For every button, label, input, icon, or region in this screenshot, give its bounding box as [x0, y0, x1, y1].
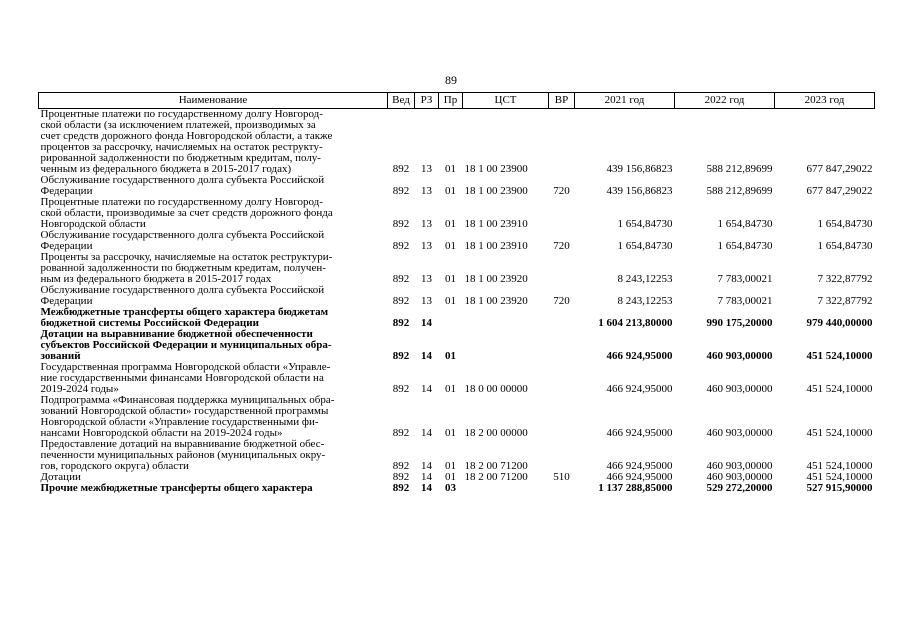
cell-2022: 7 783,00021: [717, 295, 773, 307]
cell-2021: 439 156,86823: [606, 163, 673, 175]
cell-name: Проценты за рассрочку, начисляемые на остаток реструктури- рованной задолженности по бюджетным кредитам, получен- ным из федерального бюджета в 2015-2017 годах: [40, 251, 333, 285]
cell-rz: 13: [421, 185, 432, 197]
cell-ved: 892: [392, 273, 410, 285]
cell-2023: 451 524,10000: [806, 460, 873, 472]
cell-pr: 01: [445, 471, 456, 483]
cell-cst: 18 2 00 71200: [464, 471, 528, 483]
cell-ved: 892: [392, 482, 410, 494]
cell-rz: 14: [421, 427, 432, 439]
cell-2022: 460 903,00000: [706, 471, 773, 483]
cell-vr: [549, 109, 575, 176]
budget-table: [38, 92, 875, 494]
cell-name: Обслуживание государственного долга субъекта Российской Федерации: [40, 229, 325, 252]
cell-ved: 892: [392, 240, 410, 252]
header-2021: 2021 год: [575, 93, 675, 109]
cell-name: Дотации на выравнивание бюджетной обеспеченности субъектов Российской Федерации и муниципальных обра- зований: [40, 328, 332, 362]
cell-2021: 1 654,84730: [617, 218, 673, 230]
cell-pr: 03: [445, 482, 456, 494]
cell-cst: 18 1 00 23910: [464, 218, 528, 230]
table-row: [39, 307, 875, 329]
cell-2022: 1 654,84730: [717, 240, 773, 252]
cell-cst: 18 1 00 23900: [464, 185, 528, 197]
cell-vr: [549, 329, 575, 362]
cell-name: Обслуживание государственного долга субъекта Российской Федерации: [40, 174, 325, 197]
cell-pr: [439, 307, 463, 329]
cell-2023: 451 524,10000: [806, 350, 873, 362]
cell-2023: 7 322,87792: [817, 295, 873, 307]
cell-2023: 677 847,29022: [806, 163, 873, 175]
cell-2021: 466 924,95000: [606, 383, 673, 395]
cell-2023: 979 440,00000: [806, 317, 873, 329]
cell-cst: [463, 483, 549, 494]
cell-2023: 451 524,10000: [806, 427, 873, 439]
cell-rz: 14: [421, 482, 432, 494]
cell-pr: 01: [445, 185, 456, 197]
header-cst: ЦСТ: [463, 93, 549, 109]
cell-2023: 1 654,84730: [817, 240, 873, 252]
table-row: [39, 362, 875, 395]
cell-2022: 7 783,00021: [717, 273, 773, 285]
cell-pr: 01: [445, 350, 456, 362]
cell-2021: 8 243,12253: [617, 295, 673, 307]
cell-2021: 466 924,95000: [606, 427, 673, 439]
cell-2023: 1 654,84730: [817, 218, 873, 230]
cell-rz: 13: [421, 163, 432, 175]
cell-2023: 451 524,10000: [806, 471, 873, 483]
cell-2022: 1 654,84730: [717, 218, 773, 230]
cell-2022: 460 903,00000: [706, 350, 773, 362]
cell-pr: 01: [445, 427, 456, 439]
cell-vr: [549, 197, 575, 230]
cell-vr: [549, 252, 575, 285]
cell-vr: [549, 395, 575, 439]
cell-ved: 892: [392, 383, 410, 395]
table-body: [39, 109, 875, 495]
cell-vr: [549, 483, 575, 494]
page-number: 89: [445, 73, 457, 87]
cell-2021: 1 604 213,80000: [598, 317, 673, 329]
cell-rz: 14: [421, 350, 432, 362]
cell-pr: 01: [445, 460, 456, 472]
cell-cst: 18 1 00 23910: [464, 240, 528, 252]
cell-name: Подпрограмма «Финансовая поддержка муниципальных обра- зований Новгородской области» государственной программы Новгородской области «Управление государственными фи- нансами Новгородской области на 2019-2024 годы»: [40, 394, 335, 439]
cell-vr: 720: [553, 240, 570, 252]
cell-cst: 18 0 00 00000: [464, 383, 528, 395]
cell-rz: 13: [421, 218, 432, 230]
cell-name: Государственная программа Новгородской области «Управле- ние государственными финансами Новгородской области на 2019-2024 годы»: [40, 361, 331, 395]
cell-vr: [549, 307, 575, 329]
cell-cst: 18 1 00 23920: [464, 273, 528, 285]
cell-2022: 588 212,89699: [706, 163, 773, 175]
header-ved: Вед: [388, 93, 415, 109]
cell-rz: 14: [421, 383, 432, 395]
cell-2022: 588 212,89699: [706, 185, 773, 197]
cell-ved: 892: [392, 218, 410, 230]
cell-2021: 466 924,95000: [606, 460, 673, 472]
cell-rz: 13: [421, 273, 432, 285]
cell-pr: 01: [445, 218, 456, 230]
cell-cst: 18 1 00 23900: [464, 163, 528, 175]
cell-2022: 460 903,00000: [706, 460, 773, 472]
cell-rz: 14: [421, 471, 432, 483]
cell-2023: 527 915,90000: [806, 482, 873, 494]
table-row: [39, 483, 875, 494]
cell-cst: 18 2 00 71200: [464, 460, 528, 472]
cell-cst: 18 1 00 23920: [464, 295, 528, 307]
cell-2022: 529 272,20000: [706, 482, 773, 494]
cell-2021: 1 137 288,85000: [598, 482, 673, 494]
cell-name: Прочие межбюджетные трансферты общего характера: [40, 482, 313, 494]
table-row: [39, 439, 875, 472]
table-row: [39, 395, 875, 439]
header-name: Наименование: [39, 93, 388, 109]
header-2022: 2022 год: [675, 93, 775, 109]
cell-rz: 13: [421, 295, 432, 307]
header-vr: ВР: [549, 93, 575, 109]
table-row: [39, 109, 875, 176]
table-row: [39, 252, 875, 285]
cell-vr: 720: [553, 185, 570, 197]
cell-name: Процентные платежи по государственному долгу Новгород- ской области, производимые за счет средств дорожного фонда Новгородской области: [40, 196, 333, 230]
cell-vr: 510: [553, 471, 570, 483]
cell-pr: 01: [445, 273, 456, 285]
cell-pr: 01: [445, 163, 456, 175]
cell-rz: 13: [421, 240, 432, 252]
cell-pr: 01: [445, 295, 456, 307]
cell-pr: 01: [445, 240, 456, 252]
table-row: [39, 175, 875, 197]
cell-2023: 451 524,10000: [806, 383, 873, 395]
cell-ved: 892: [392, 460, 410, 472]
cell-cst: [463, 329, 549, 362]
cell-cst: 18 2 00 00000: [464, 427, 528, 439]
table-row: [39, 329, 875, 362]
header-rz: РЗ: [415, 93, 439, 109]
cell-name: Предоставление дотаций на выравнивание бюджетной обес- печенности муниципальных районов (муниципальных окру- гов, городского округа) области: [40, 438, 326, 472]
table-row: [39, 285, 875, 307]
cell-rz: 14: [421, 460, 432, 472]
cell-2021: 466 924,95000: [606, 350, 673, 362]
cell-2021: 1 654,84730: [617, 240, 673, 252]
cell-2021: 439 156,86823: [606, 185, 673, 197]
cell-ved: 892: [392, 317, 410, 329]
cell-2023: 7 322,87792: [817, 273, 873, 285]
cell-ved: 892: [392, 295, 410, 307]
table-row: [39, 230, 875, 252]
cell-ved: 892: [392, 427, 410, 439]
header-pr: Пр: [439, 93, 463, 109]
cell-2022: 460 903,00000: [706, 383, 773, 395]
cell-ved: 892: [392, 471, 410, 483]
table-row: [39, 197, 875, 230]
cell-2022: 990 175,20000: [706, 317, 773, 329]
header-2023: 2023 год: [775, 93, 875, 109]
cell-cst: [463, 307, 549, 329]
cell-vr: [549, 439, 575, 472]
cell-name: Межбюджетные трансферты общего характера бюджетам бюджетной системы Российской Федерации: [40, 306, 329, 329]
cell-rz: 14: [421, 317, 432, 329]
cell-vr: 720: [553, 295, 570, 307]
cell-ved: 892: [392, 163, 410, 175]
cell-name: Дотации: [40, 471, 81, 483]
cell-2021: 466 924,95000: [606, 471, 673, 483]
cell-2022: 460 903,00000: [706, 427, 773, 439]
table-header-row: [39, 93, 875, 109]
cell-2021: 8 243,12253: [617, 273, 673, 285]
cell-name: Процентные платежи по государственному долгу Новгород- ской области (за исключением платежей, производимых за счет средств дорожного фонда Новгородской области, а также процентов за рассрочку, начисляемых на остаток реструкту- рированной задолженности по бюджетным кредитам, полу- ченным из федерального бюджета в 2015-2017 годах): [40, 108, 333, 175]
cell-ved: 892: [392, 185, 410, 197]
cell-2023: 677 847,29022: [806, 185, 873, 197]
cell-pr: 01: [445, 383, 456, 395]
cell-name: Обслуживание государственного долга субъекта Российской Федерации: [40, 284, 325, 307]
cell-vr: [549, 362, 575, 395]
cell-ved: 892: [392, 350, 410, 362]
